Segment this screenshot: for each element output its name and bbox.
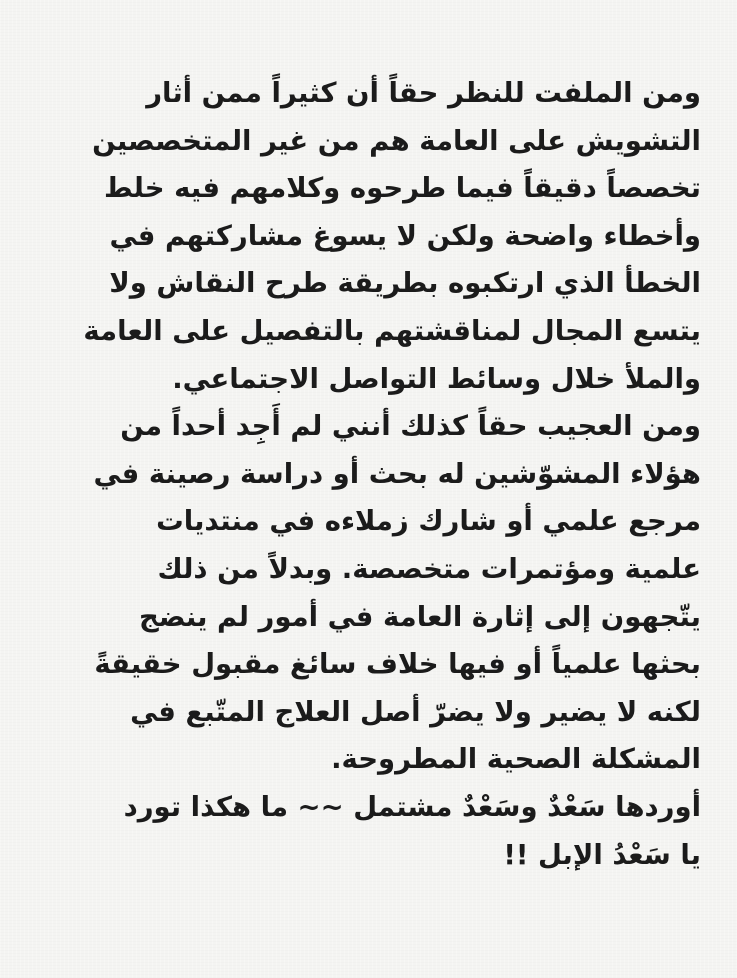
note-line: علمية ومؤتمرات متخصصة. وبدلاً من ذلك: [157, 552, 701, 585]
note-line: بحثها علمياً أو فيها خلاف سائغ مقبول خقيقةً: [94, 648, 701, 681]
note-line: أوردها سَعْدٌ وسَعْدٌ مشتمل ~~ ما هكذا تورد: [123, 790, 701, 823]
note-line: هؤلاء المشوّشين له بحث أو دراسة رصينة في: [93, 457, 701, 490]
note-line: والملأ خلال وسائط التواصل الاجتماعي.: [172, 362, 701, 395]
note-line: يا سَعْدُ الإبل !!: [503, 838, 701, 871]
note-line: المشكلة الصحية المطروحة.: [331, 743, 701, 776]
note-line: لكنه لا يضير ولا يضرّ أصل العلاج المتّبع في: [130, 695, 701, 728]
note-line: يتسع المجال لمناقشتهم بالتفصيل على العامة: [83, 314, 701, 347]
note-line: ومن العجيب حقاً كذلك أنني لم أَجِد أحداً من: [120, 410, 701, 443]
note-line: الخطأ الذي ارتكبوه بطريقة طرح النقاش ولا: [109, 267, 701, 300]
note-line: ومن الملفت للنظر حقاً أن كثيراً ممن أثار: [146, 77, 701, 109]
note-line: وأخطاء واضحة ولكن لا يسوغ مشاركتهم في: [109, 219, 701, 252]
note-text: [36, 70, 701, 879]
note-line: تخصصاً دقيقاً فيما طرحوه وكلامهم فيه خلط: [104, 172, 701, 205]
note-line: مرجع علمي أو شارك زملاءه في منتديات: [156, 505, 701, 538]
note-line: يتّجهون إلى إثارة العامة في أمور لم ينضج: [139, 600, 701, 633]
note-line: التشويش على العامة هم من غير المتخصصين: [92, 124, 701, 157]
